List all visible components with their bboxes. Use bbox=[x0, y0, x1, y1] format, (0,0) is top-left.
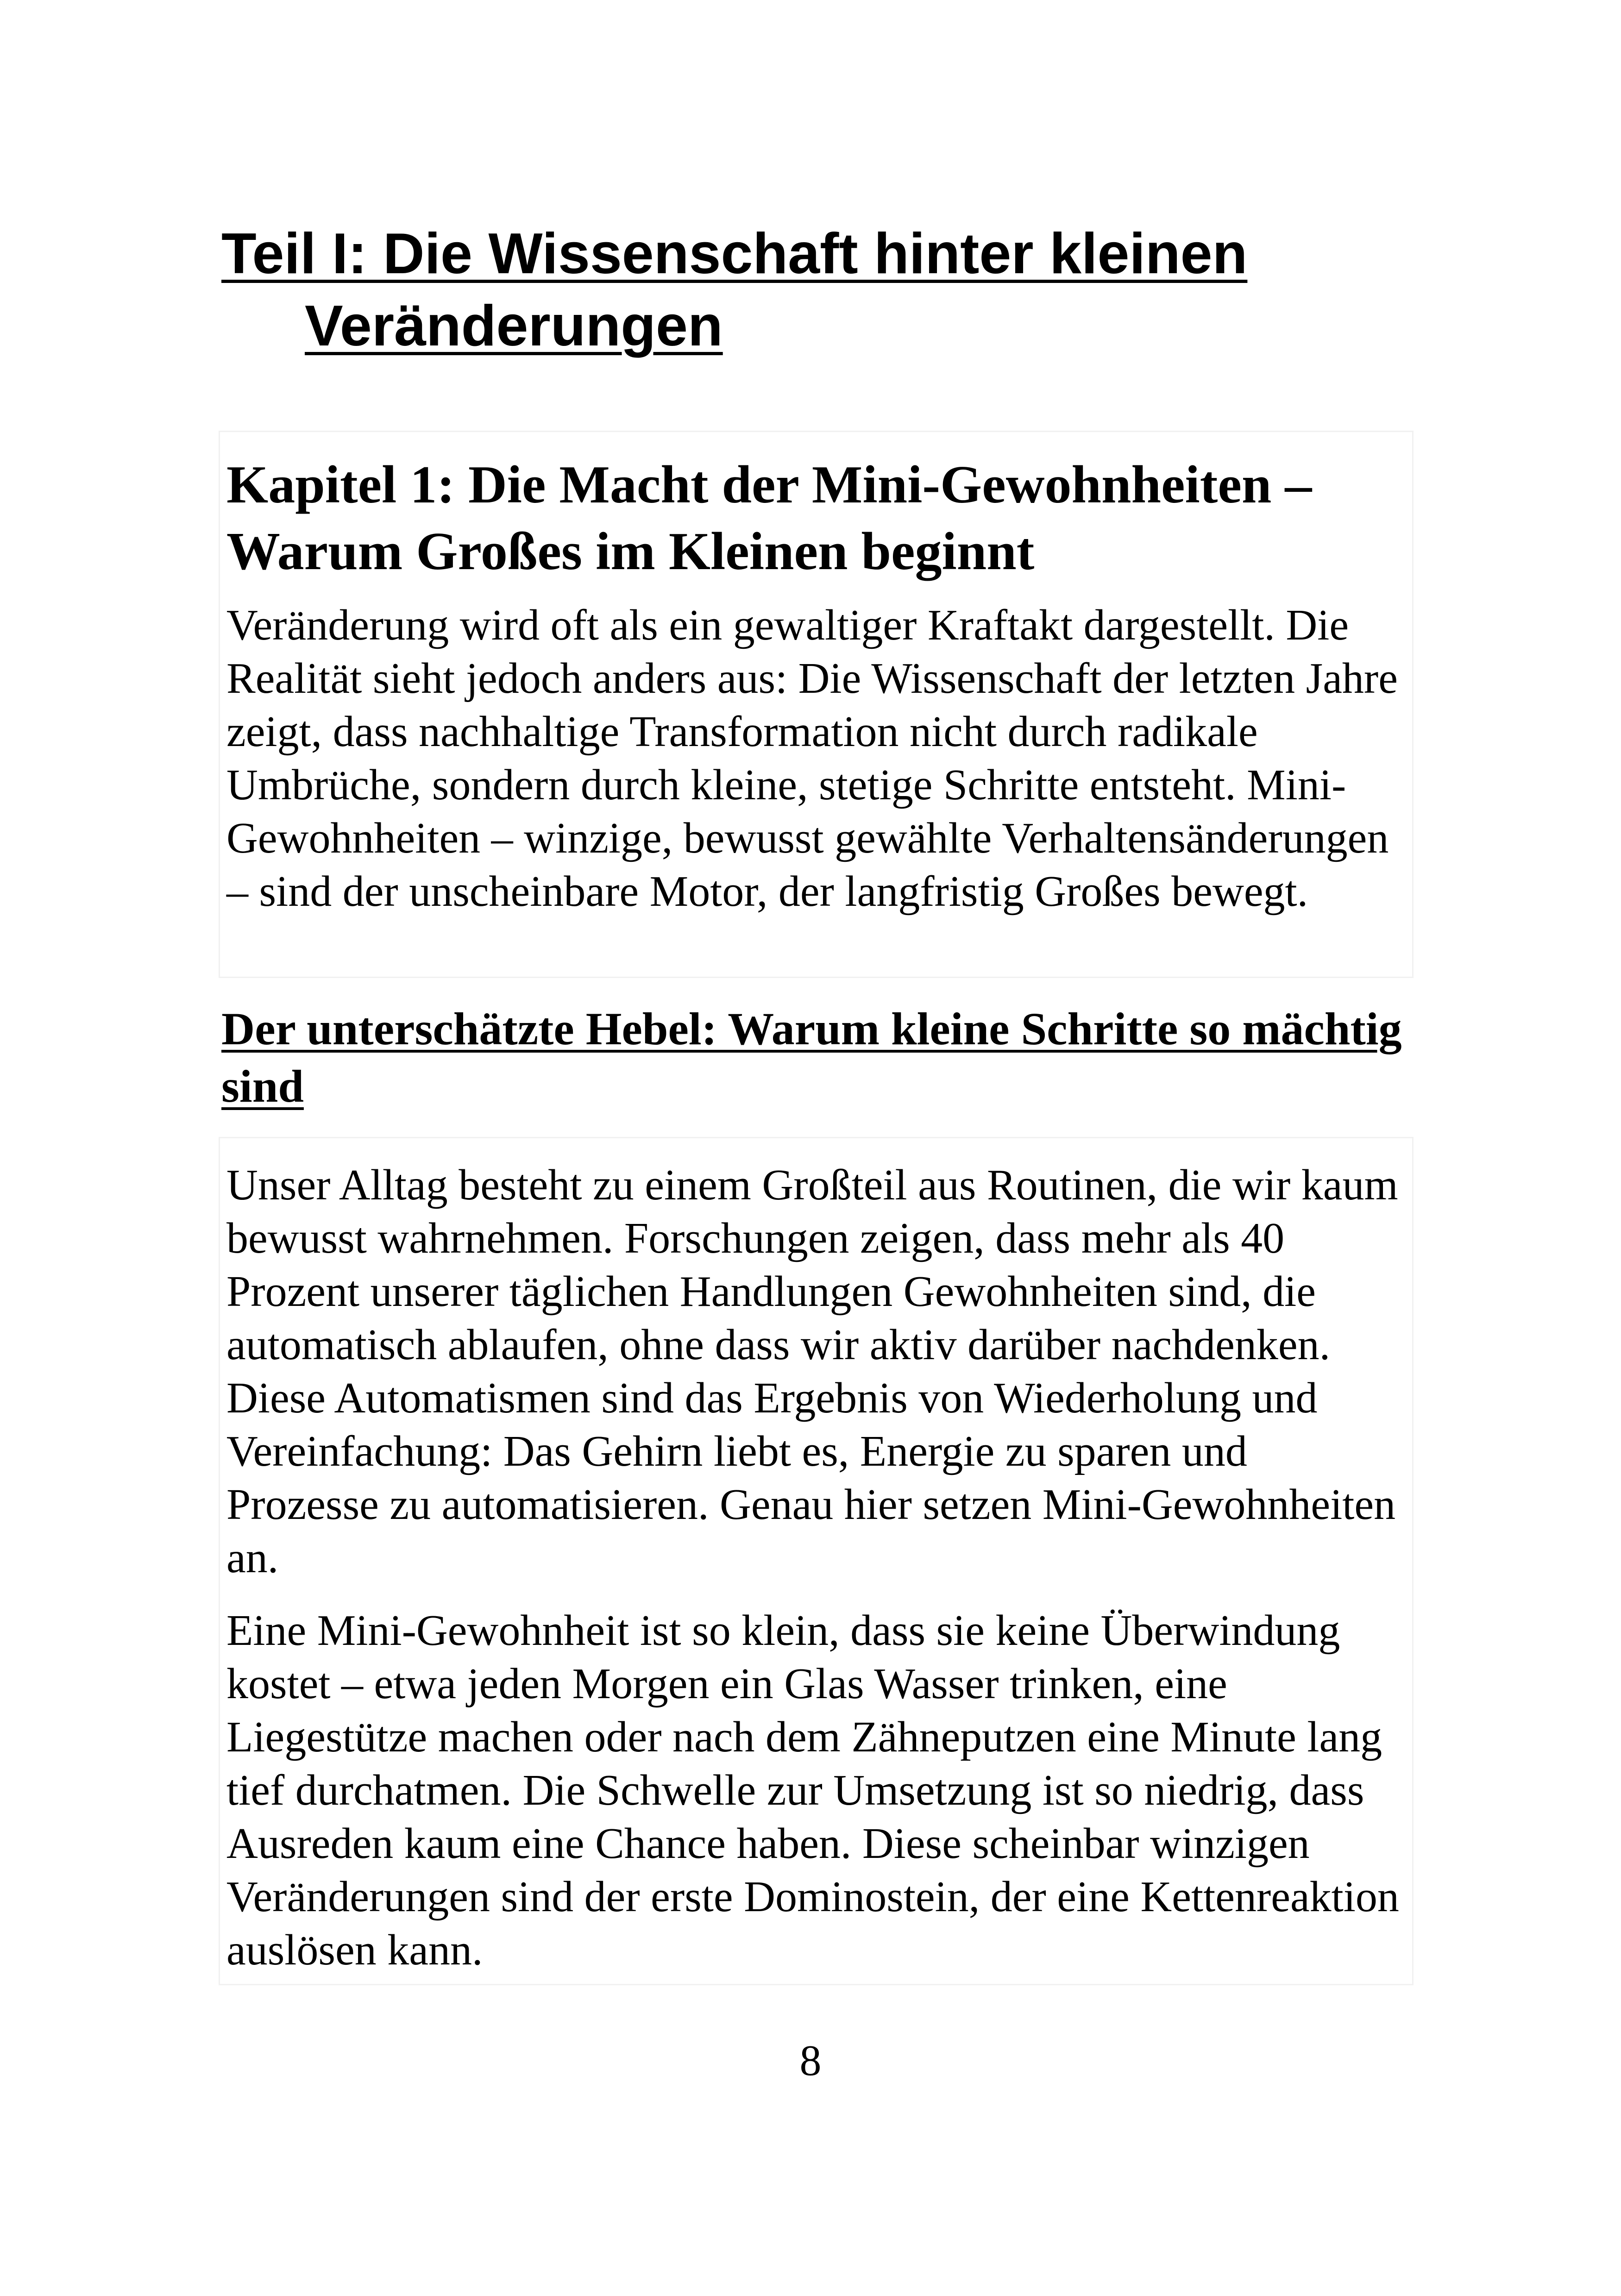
part-title: Teil I: Die Wissenschaft hinter kleinen Veränderungen bbox=[221, 222, 1248, 358]
chapter-intro-paragraph: Veränderung wird oft als ein gewaltiger Kraftakt dargestellt. Die Realität sieht jedoch anders aus: Die Wissenschaft der letzten Jahre zeigt, dass nachhaltige Transformation nicht durch radikale Umbrüche, sondern durch kleine, stetige Schritte entsteht. Mini-Gewohnheiten – winzige, bewusst gewählte Verhaltensänderungen – sind der unscheinbare Motor, der langfristig Großes bewegt. bbox=[226, 601, 1398, 916]
page-number: 8 bbox=[799, 2037, 822, 2085]
body-paragraph: Unser Alltag besteht zu einem Großteil aus Routinen, die wir kaum bewusst wahrnehmen. Forschungen zeigen, dass mehr als 40 Prozent unserer täglichen Handlungen Gewohnheiten sind, die automatisch ablaufen, ohne dass wir aktiv darüber nachdenken. Diese Automatismen sind das Ergebnis von Wiederholung und Vereinfachung: Das Gehirn liebt es, Energie zu sparen und Prozesse zu automatisieren. Genau hier setzen Mini-Gewohnheiten an. bbox=[226, 1161, 1398, 1582]
chapter-title: Kapitel 1: Die Macht der Mini-Gewohnheiten – Warum Großes im Kleinen beginnt bbox=[226, 455, 1312, 581]
body-paragraph: Eine Mini-Gewohnheit ist so klein, dass sie keine Überwindung kostet – etwa jeden Morgen ein Glas Wasser trinken, eine Liegestütze machen oder nach dem Zähneputzen eine Minute lang tief durchatmen. Die Schwelle zur Umsetzung ist so niedrig, dass Ausreden kaum eine Chance haben. Diese scheinbar winzigen Veränderungen sind der erste Dominostein, der eine Kettenreaktion auslösen kann. bbox=[226, 1606, 1399, 1974]
section-body-box bbox=[219, 1137, 1414, 1985]
chapter-box bbox=[219, 431, 1414, 978]
section-heading: Der unterschätzte Hebel: Warum kleine Schritte so mächtig sind bbox=[221, 1003, 1402, 1112]
